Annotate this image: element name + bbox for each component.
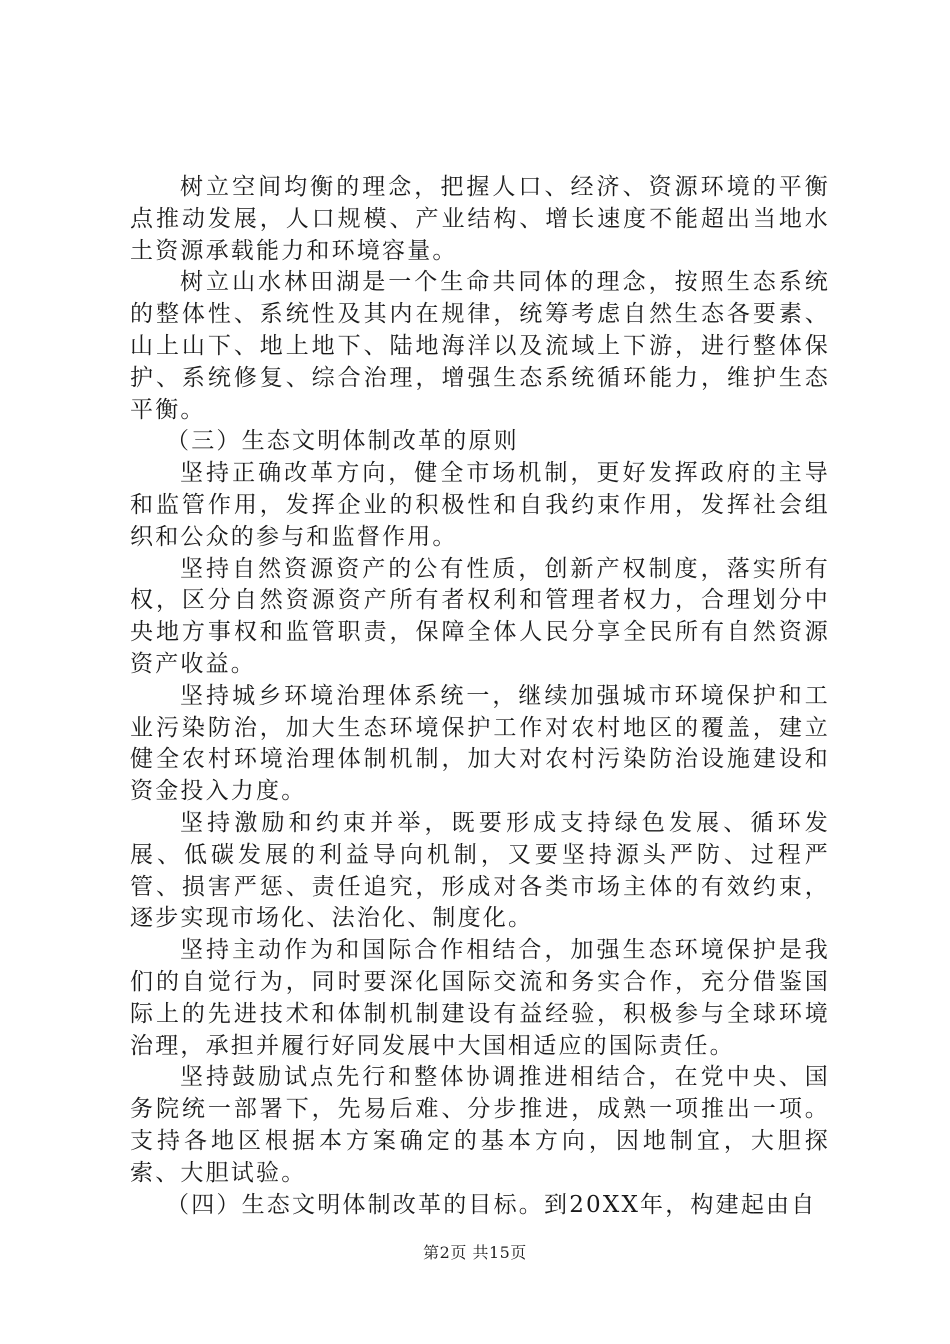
section-heading-principles: （三）生态文明体制改革的原则 [166, 428, 519, 455]
paragraph-life-community: 树立山水林田湖是一个生命共同体的理念，按照生态系统的整体性、系统性及其内在规律，统筹考虑自然生态各要素、山上山下、地上地下、陆地海洋以及流域上下游，进行整体保护、系统修复、综合治理，增强生态系统循环能力，维护生态平衡。 [130, 269, 830, 423]
document-body [130, 172, 830, 1221]
paragraph-international-cooperation: 坚持主动作为和国际合作相结合，加强生态环境保护是我们的自觉行为，同时要深化国际交流和务实合作，充分借鉴国际上的先进技术和体制机制建设有益经验，积极参与全球环境治理，承担并履行好同发展中大国相适应的国际责任。 [130, 937, 830, 1059]
paragraph-pilot-first: 坚持鼓励试点先行和整体协调推进相结合，在党中央、国务院统一部署下，先易后难、分步推进，成熟一项推出一项。支持各地区根据本方案确定的基本方向，因地制宜，大胆探索、大胆试验。 [130, 1064, 830, 1186]
paragraph-reform-direction: 坚持正确改革方向，健全市场机制，更好发挥政府的主导和监管作用，发挥企业的积极性和自我约束作用，发挥社会组织和公众的参与和监督作用。 [130, 460, 830, 550]
paragraph-public-ownership: 坚持自然资源资产的公有性质，创新产权制度，落实所有权，区分自然资源资产所有者权利和管理者权力，合理划分中央地方事权和监管职责，保障全体人民分享全民所有自然资源资产收益。 [130, 555, 830, 677]
page-footer: 第2页 共15页 [423, 1243, 527, 1262]
section-heading-goals: （四）生态文明体制改革的目标。到20XX年，构建起由自 [166, 1191, 817, 1218]
paragraph-spatial-balance: 树立空间均衡的理念，把握人口、经济、资源环境的平衡点推动发展，人口规模、产业结构、增长速度不能超出当地水土资源承载能力和环境容量。 [130, 174, 830, 264]
paragraph-urban-rural: 坚持城乡环境治理体系统一，继续加强城市环境保护和工业污染防治，加大生态环境保护工作对农村地区的覆盖，建立健全农村环境治理体制机制，加大对农村污染防治设施建设和资金投入力度。 [130, 682, 830, 805]
paragraph-incentive-constraint: 坚持激励和约束并举，既要形成支持绿色发展、循环发展、低碳发展的利益导向机制，又要坚持源头严防、过程严管、损害严惩、责任追究，形成对各类市场主体的有效约束，逐步实现市场化、法治化、制度化。 [130, 809, 830, 932]
